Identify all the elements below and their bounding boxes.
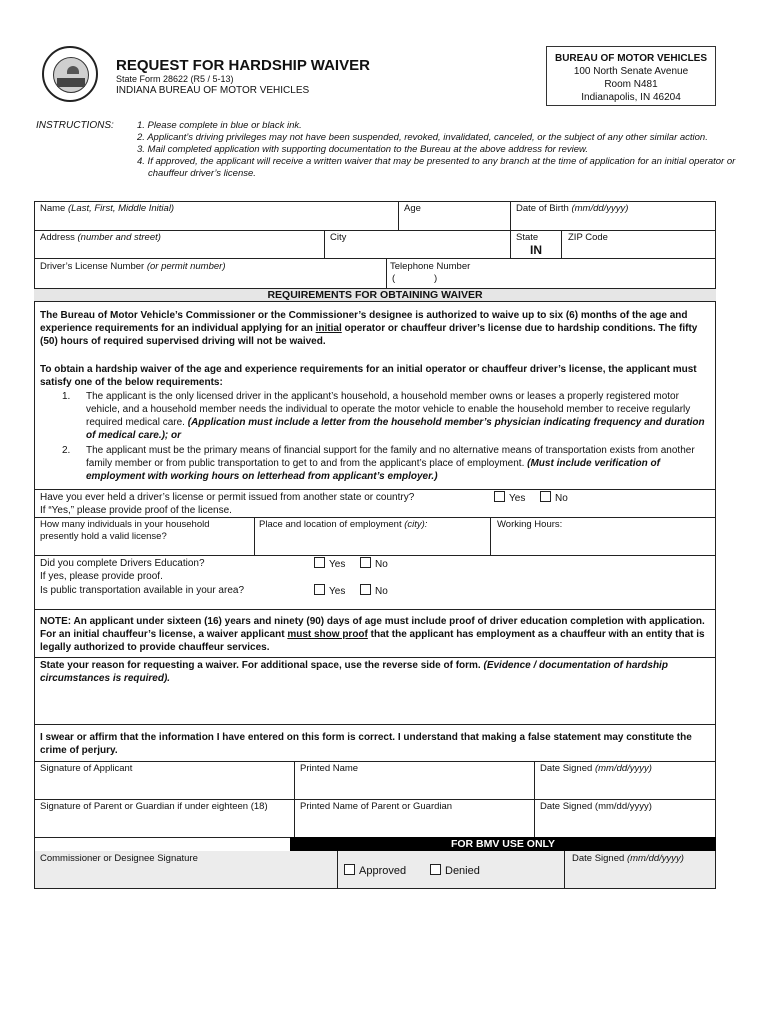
- guardian-printed-name-field[interactable]: Printed Name of Parent or Guardian: [300, 801, 453, 812]
- state-form-number: State Form 28622 (R5 / 5-13): [116, 74, 234, 84]
- address-field[interactable]: Address (number and street): [40, 232, 161, 243]
- guardian-signature-field[interactable]: Signature of Parent or Guardian if under eighteen (18): [40, 801, 268, 812]
- zip-field[interactable]: ZIP Code: [568, 232, 608, 243]
- bureau-name: BUREAU OF MOTOR VEHICLES: [554, 53, 708, 64]
- drivers-ed-no-checkbox[interactable]: No: [360, 557, 388, 571]
- requirements-criteria-intro: To obtain a hardship waiver of the age and experience requirements for an initial operator or chauffeur driver’s license, the applicant must satisfy one of the below requirements:: [40, 364, 697, 388]
- license-field[interactable]: Driver’s License Number (or permit number): [40, 261, 226, 272]
- phone-area-close: ): [434, 273, 438, 284]
- household-license-field[interactable]: How many individuals in your household presently hold a valid license?: [40, 519, 210, 542]
- requirements-header: REQUIREMENTS FOR OBTAINING WAIVER: [34, 288, 716, 302]
- instruction-item: 1. Please complete in blue or black ink.: [137, 120, 302, 131]
- commissioner-signature-field[interactable]: Commissioner or Designee Signature: [40, 853, 198, 864]
- drivers-ed-yes-checkbox[interactable]: Yes: [314, 557, 345, 571]
- instructions-list: [137, 120, 737, 180]
- phone-area-open: (: [392, 273, 396, 284]
- other-state-note: If “Yes,” please provide proof of the license.: [40, 505, 232, 516]
- drivers-ed-note: If yes, please provide proof.: [40, 571, 163, 582]
- drivers-ed-question: Did you complete Drivers Education?: [40, 558, 205, 569]
- bureau-room: Room N481: [604, 79, 658, 90]
- instructions-label: INSTRUCTIONS:: [36, 120, 114, 131]
- bureau-address-box: [546, 46, 716, 106]
- requirement-2-number: 2.: [62, 445, 71, 456]
- transit-question: Is public transportation available in your area?: [40, 585, 245, 596]
- state-field-label: State: [516, 232, 539, 243]
- name-field[interactable]: Name (Last, First, Middle Initial): [40, 203, 175, 214]
- state-value[interactable]: IN: [530, 243, 542, 257]
- transit-no-checkbox[interactable]: No: [360, 584, 388, 598]
- age-field[interactable]: Age: [404, 203, 421, 214]
- applicant-date-field[interactable]: Date Signed (mm/dd/yyyy): [540, 763, 652, 774]
- transit-yes-checkbox[interactable]: Yes: [314, 584, 345, 598]
- state-seal: [42, 46, 98, 102]
- requirement-1-number: 1.: [62, 391, 71, 402]
- agency-name: INDIANA BUREAU OF MOTOR VEHICLES: [116, 85, 310, 96]
- requirement-1: The applicant is the only licensed driver in the applicant’s household, a household member owns or leases a properly registered motor vehicle, and a household member needs the individual to operate the motor vehicle to enable the household member to receive regularly required medical care. (Application must include a letter from the household member’s physician indicating frequency and duration of medical care.); or: [86, 391, 705, 441]
- other-state-yes-checkbox[interactable]: Yes: [494, 491, 525, 505]
- requirements-intro: The Bureau of Motor Vehicle’s Commissioner or the Commissioner’s designee is authorized to waive up to six (6) months of the age and experience requirements for an individual applying for an initial operator or chauffeur driver’s license due to hardship conditions. The fifty (50) hours of required supervised driving will not be waived.: [40, 310, 698, 347]
- guardian-date-field[interactable]: Date Signed (mm/dd/yyyy): [540, 801, 652, 812]
- form-border: [34, 201, 716, 889]
- oath-statement: I swear or affirm that the information I have entered on this form is correct. I understand that making a false statement may constitute the crime of perjury.: [40, 732, 692, 756]
- instruction-item: 3. Mail completed application with supporting documentation to the Bureau at the above address for review.: [137, 144, 588, 155]
- bureau-city: Indianapolis, IN 46204: [581, 92, 681, 103]
- other-state-question: Have you ever held a driver’s license or permit issued from another state or country?: [40, 492, 415, 503]
- seal-emblem-icon: [53, 57, 89, 93]
- applicant-signature-field[interactable]: Signature of Applicant: [40, 763, 133, 774]
- denied-checkbox[interactable]: Denied: [430, 864, 480, 878]
- form-title: REQUEST FOR HARDSHIP WAIVER: [116, 57, 370, 74]
- bmv-use-only-header: FOR BMV USE ONLY: [290, 837, 716, 851]
- working-hours-field[interactable]: Working Hours:: [497, 519, 563, 530]
- instruction-item: 4. If approved, the applicant will receive a written waiver that may be presented to any branch at the time of application for an initial operator or chauffeur driver’s license.: [137, 156, 736, 179]
- phone-field[interactable]: Telephone Number: [390, 261, 471, 272]
- reason-prompt: State your reason for requesting a waiver. For additional space, use the reverse side of form. (Evidence / documentation of hardship circumstances is required).: [40, 660, 668, 684]
- printed-name-field[interactable]: Printed Name: [300, 763, 359, 774]
- instruction-item: 2. Applicant’s driving privileges may not have been suspended, revoked, invalidated, canceled, or the subject of any other similar action.: [137, 132, 708, 143]
- bureau-street: 100 North Senate Avenue: [573, 66, 689, 77]
- other-state-no-checkbox[interactable]: No: [540, 491, 568, 505]
- reason-textarea[interactable]: [36, 686, 714, 722]
- requirement-2: The applicant must be the primary means of financial support for the family and no alternative means of transportation exists from another family member or from public transportation to get to and from the applicant’s place of employment. (Must include verification of employment with working hours on letterhead from applicant’s employer.): [86, 445, 695, 482]
- dob-field[interactable]: Date of Birth (mm/dd/yyyy): [516, 203, 629, 214]
- city-field[interactable]: City: [330, 232, 347, 243]
- bmv-date-field[interactable]: Date Signed (mm/dd/yyyy): [572, 853, 684, 864]
- age-note: NOTE: An applicant under sixteen (16) years and ninety (90) days of age must include proof of driver education completion with application. For an initial chauffeur’s license, a waiver applicant must show proof that the applicant has employment as a chauffeur with an entity that is legally authorized to provide chauffeur services.: [40, 616, 705, 653]
- employment-location-field[interactable]: Place and location of employment (city):: [259, 519, 428, 530]
- approved-checkbox[interactable]: Approved: [344, 864, 406, 878]
